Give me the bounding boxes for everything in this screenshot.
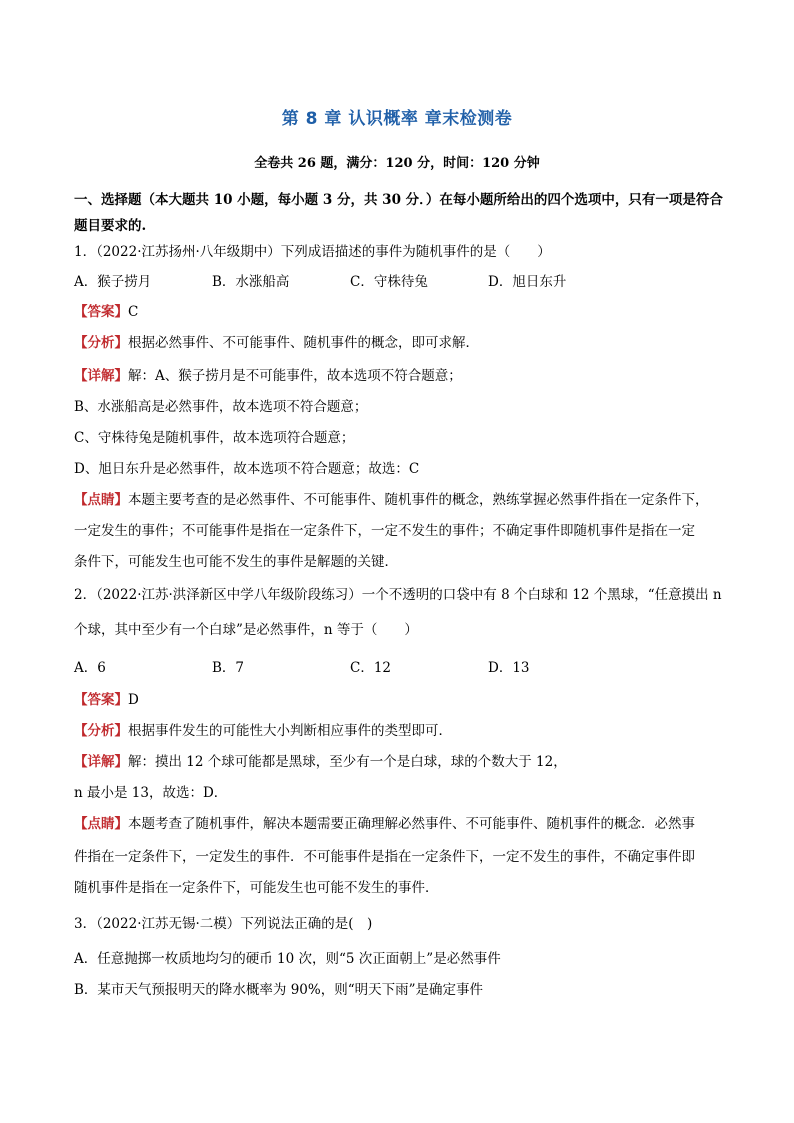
question-1-detail [74, 366, 724, 386]
analysis-text: 根据必然事件、不可能事件、随机事件的概念，即可求解． [128, 335, 479, 351]
answer-value: D [128, 692, 139, 708]
detail-line: D、旭日东升是必然事件，故本选项不符合题意；故选：C [74, 461, 420, 477]
detail-tag: 【详解】 [74, 754, 128, 770]
question-3-option-a: A．任意抛掷一枚质地均匀的硬币 10 次，则“5 次正面朝上”是必然事件 [74, 951, 501, 967]
comment-line: 条件下，可能发生也可能不发生的事件是解题的关键． [74, 554, 398, 570]
question-2-analysis [74, 721, 724, 741]
analysis-tag: 【分析】 [74, 723, 128, 739]
question-1-answer [74, 302, 724, 322]
option-d: D．旭日东升 [488, 274, 567, 290]
question-2-comment [74, 814, 724, 834]
detail-line: 解：A、猴子捞月是不可能事件，故本选项不符合题意； [128, 368, 462, 384]
detail-tag: 【详解】 [74, 368, 128, 384]
detail-line: 解：摸出 12 个球可能都是黑球，至少有一个是白球，球的个数大于 12， [128, 754, 567, 770]
question-2-detail [74, 752, 724, 772]
question-1-stem: 1．（2022·江苏扬州·八年级期中）下列成语描述的事件为随机事件的是（ ） [74, 244, 551, 260]
option-d: D．13 [488, 660, 530, 676]
comment-tag: 【点睛】 [74, 492, 128, 508]
question-2-stem: 个球，其中至少有一个白球”是必然事件，n 等于（ ） [74, 622, 418, 638]
analysis-text: 根据事件发生的可能性大小判断相应事件的类型即可． [128, 723, 452, 739]
comment-line: 随机事件是指在一定条件下，可能发生也可能不发生的事件． [74, 880, 439, 896]
analysis-tag: 【分析】 [74, 335, 128, 351]
question-2-answer [74, 690, 724, 710]
comment-line: 一定发生的事件；不可能事件是指在一定条件下，一定不发生的事件；不确定事件即随机事件是指在一定 [74, 523, 695, 539]
question-1-comment [74, 490, 724, 510]
comment-line: 件指在一定条件下，一定发生的事件．不可能事件是指在一定条件下，一定不发生的事件，不确定事件即 [74, 849, 695, 865]
exam-info: 全卷共 26 题，满分：120 分，时间：120 分钟 [254, 156, 540, 171]
detail-line: B、水涨船高是必然事件，故本选项不符合题意； [74, 399, 368, 415]
option-c: C．12 [350, 660, 392, 676]
question-1-analysis [74, 333, 724, 353]
section-header-line-2: 题目要求的. [74, 218, 147, 234]
question-3-stem: 3．（2022·江苏无锡·二模）下列说法正确的是( ) [74, 916, 373, 932]
option-c: C．守株待兔 [350, 274, 428, 290]
option-a: A．6 [74, 660, 106, 676]
option-b: B．水涨船高 [212, 274, 290, 290]
question-2-options [74, 658, 724, 678]
question-1-options [74, 272, 724, 292]
option-a: A．猴子捞月 [74, 274, 152, 290]
answer-value: C [128, 304, 139, 320]
comment-line: 本题主要考查的是必然事件、不可能事件、随机事件的概念，熟练掌握必然事件指在一定条件下， [128, 492, 709, 508]
comment-tag: 【点睛】 [74, 816, 128, 832]
question-3-option-b: B．某市天气预报明天的降水概率为 90%，则“明天下雨”是确定事件 [74, 982, 484, 998]
answer-tag: 【答案】 [74, 692, 128, 708]
comment-line: 本题考查了随机事件，解决本题需要正确理解必然事件、不可能事件、随机事件的概念．必然事 [128, 816, 695, 832]
answer-tag: 【答案】 [74, 304, 128, 320]
question-2-stem: 2．（2022·江苏·洪泽新区中学八年级阶段练习）一个不透明的口袋中有 8 个白球和 12 个黑球，“任意摸出 n [74, 587, 722, 603]
detail-line: n 最小是 13，故选：D． [74, 785, 228, 801]
option-b: B．7 [212, 660, 245, 676]
page-title: 第 8 章 认识概率 章末检测卷 [281, 109, 513, 129]
section-header-line-1: 一、选择题（本大题共 10 小题，每小题 3 分，共 30 分．）在每小题所给出的四个选项中，只有一项是符合 [74, 192, 723, 208]
detail-line: C、守株待兔是随机事件，故本选项符合题意； [74, 430, 355, 446]
